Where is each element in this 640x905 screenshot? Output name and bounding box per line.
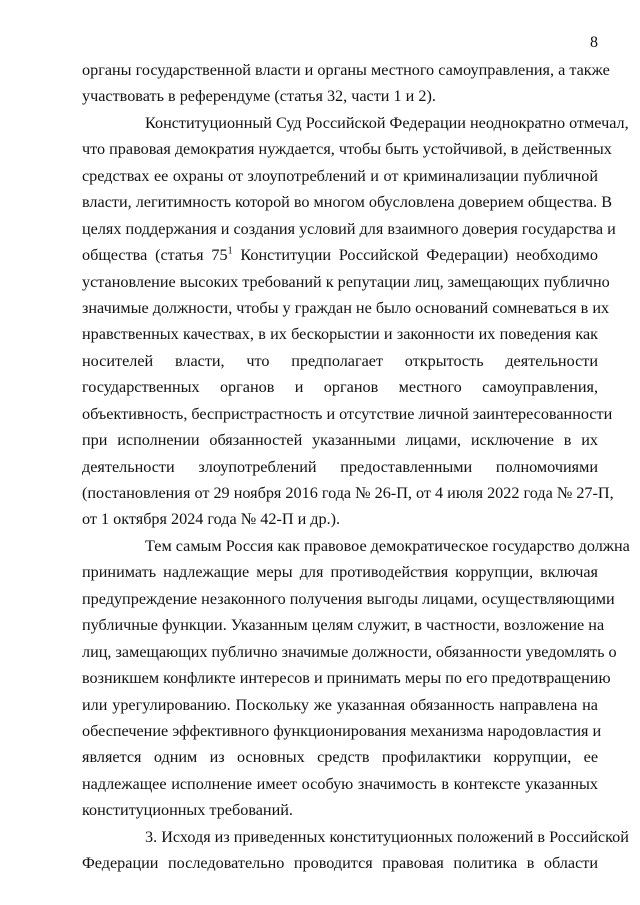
text-line (82, 321, 598, 347)
text-line (82, 216, 616, 242)
article-superscript: 1 (227, 245, 233, 257)
line-text: государственных органов и органов местного самоуправления, (82, 378, 598, 397)
line-text: объективность, беспристрастность и отсутствие личной заинтересованности (82, 404, 613, 423)
text-line (82, 57, 610, 83)
text-line (82, 612, 605, 638)
line-text: что правовая демократия нуждается, чтобы быть устойчивой, в действенных (82, 140, 612, 159)
line-text: власти, легитимность которой во многом обусловлена доверием общества. В (82, 193, 613, 212)
text-line (82, 374, 598, 400)
line-text: носителей власти, что предполагает открытость деятельности (82, 351, 598, 370)
line-text: от 1 октября 2024 года № 42-П и др.). (82, 510, 341, 529)
line-text: (постановления от 29 ноября 2016 года № 26-П, от 4 июля 2022 года № 27-П, (82, 484, 614, 502)
line-text: публичные функции. Указанным целям служит, в частности, возложение на (82, 616, 605, 635)
line-text: целях поддержания и создания условий для взаимного доверия государства и (82, 219, 616, 238)
line-text: средствах ее охраны от злоупотреблений и от криминализации публичной (82, 166, 598, 185)
text-line (82, 454, 598, 480)
text-line (82, 665, 611, 691)
text-line (82, 692, 598, 718)
text-line (82, 533, 630, 559)
line-text-rest: Конституции Российской Федерации) необходимо (232, 246, 598, 265)
line-text: является одним из основных средств профилактики коррупции, ее (82, 748, 598, 767)
line-text: надлежащее исполнение имеет особую значимость в контексте указанных (82, 774, 598, 793)
text-line (82, 639, 617, 665)
line-text: органы государственной власти и органы местного самоуправления, а также (82, 61, 610, 79)
line-text: общества (статья 75 (82, 246, 228, 265)
line-text: деятельности злоупотреблений предоставленными полномочиями (82, 457, 598, 476)
line-text: обеспечение эффективного функционирования механизма народовластия и (82, 721, 602, 740)
line-text: при исполнении обязанностей указанными лицами, исключение в их (82, 431, 598, 450)
line-text: конституционных требований. (82, 801, 293, 820)
line-text: Тем самым Россия как правовое демократическое государство должна (145, 536, 630, 555)
line-text: Конституционный Суд Российской Федерации неоднократно отмечал, (145, 113, 629, 132)
text-line (82, 744, 598, 770)
line-text: лиц, замещающих публично значимые должности, обязанности уведомлять о (82, 642, 617, 661)
text-line (82, 110, 629, 136)
text-line (82, 163, 598, 189)
line-text: или урегулированию. Поскольку же указанная обязанность направлена на (82, 695, 598, 714)
line-text: нравственных качествах, в их бескорыстии и законности их поведения как (82, 325, 598, 344)
text-line (82, 824, 629, 850)
text-line (82, 189, 613, 215)
text-line (82, 480, 614, 506)
document-body (82, 57, 630, 877)
text-line (82, 136, 612, 162)
line-text: принимать надлежащие меры для противодействия коррупции, включая (82, 563, 598, 582)
text-line (82, 83, 598, 109)
text-line (82, 348, 598, 374)
text-line (82, 506, 598, 532)
line-text: возникшем конфликте интересов и принимать меры по его предотвращению (82, 669, 611, 688)
line-text: установление высоких требований к репутации лиц, замещающих публично (82, 272, 610, 291)
text-line (82, 718, 602, 744)
text-line (82, 586, 615, 612)
line-text: участвовать в референдуме (статья 32, части 1 и 2). (82, 87, 436, 106)
page-number: 8 (590, 34, 598, 51)
text-line (82, 797, 598, 823)
line-text: Федерации последовательно проводится правовая политика в области (82, 854, 598, 873)
line-text: предупреждение незаконного получения выгоды лицами, осуществляющими (82, 589, 615, 608)
text-line (82, 242, 598, 268)
line-text: значимые должности, чтобы у граждан не было оснований сомневаться в их (82, 298, 610, 317)
text-line (82, 295, 610, 321)
text-line (82, 427, 598, 453)
line-text: 3. Исходя из приведенных конституционных положений в Российской (145, 827, 629, 846)
text-line (82, 771, 598, 797)
text-line (82, 401, 613, 427)
text-line (82, 269, 610, 295)
text-line (82, 559, 598, 585)
text-line (82, 850, 598, 876)
